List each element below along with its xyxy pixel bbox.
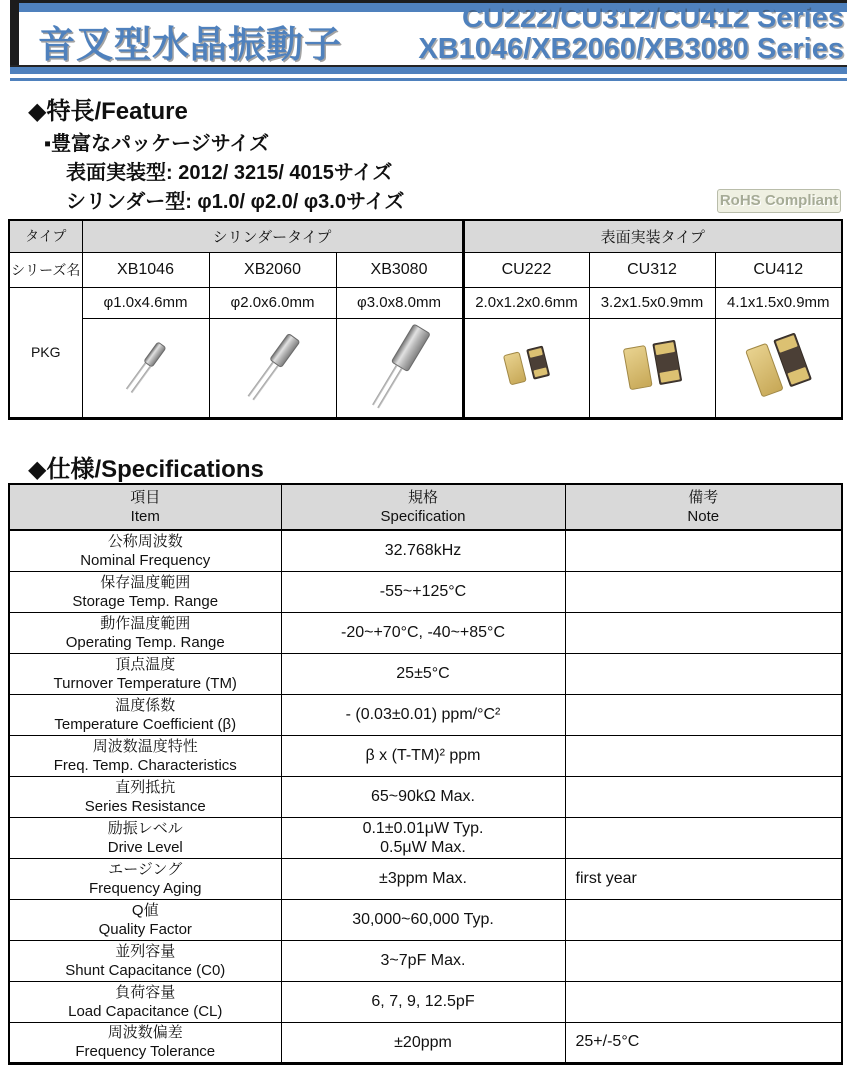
crystal-leads bbox=[372, 365, 403, 409]
spec-row bbox=[9, 776, 842, 817]
spec-item-en: Frequency Tolerance bbox=[75, 1043, 216, 1060]
smd-lid-side bbox=[503, 351, 527, 385]
spec-value-line: ±20ppm bbox=[394, 1033, 452, 1051]
page-title: 音叉型水晶振動子 bbox=[38, 24, 342, 65]
package-table-pkg-row-label: PKG bbox=[9, 287, 82, 418]
spec-value-line: 30,000~60,000 Typ. bbox=[352, 911, 494, 928]
spec-note-cell bbox=[565, 776, 842, 817]
smd-gold-pad bbox=[787, 367, 809, 384]
spec-note-cell bbox=[565, 530, 842, 571]
spec-note-cell bbox=[565, 612, 842, 653]
smd-gold-pad bbox=[654, 342, 674, 355]
spec-value-line: 32.768kHz bbox=[384, 542, 462, 560]
spec-column-header bbox=[9, 484, 281, 530]
spec-item-jp: 公称周波数 bbox=[107, 532, 183, 550]
series-name-cell: CU222 bbox=[463, 252, 589, 287]
spec-item-jp: エージング bbox=[108, 860, 183, 878]
spec-value-cell bbox=[281, 530, 565, 571]
spec-item-jp: Q値 bbox=[131, 901, 159, 919]
series-title-line-1: CU222/CU312/CU412 Series bbox=[461, 2, 844, 34]
series-title-line-2: XB1046/XB2060/XB3080 Series bbox=[418, 33, 844, 65]
spec-value-line: 3~7pF Max. bbox=[380, 952, 466, 969]
spec-value-line: -20~+70°C, -40~+85°C bbox=[340, 624, 505, 641]
rohs-compliant-badge: RoHS Compliant bbox=[717, 189, 841, 213]
smd-gold-pad bbox=[659, 370, 679, 383]
spec-item-cell bbox=[9, 981, 281, 1022]
spec-header-jp: 項目 bbox=[130, 489, 161, 506]
spec-row bbox=[9, 612, 842, 653]
spec-item-en: Operating Temp. Range bbox=[65, 633, 225, 651]
package-table bbox=[8, 219, 843, 420]
spec-item-en: Frequency Aging bbox=[88, 879, 202, 897]
package-photo-cell bbox=[82, 318, 209, 418]
spec-item-en: Shunt Capacitance (C0) bbox=[65, 961, 226, 979]
header-rule-thin bbox=[10, 78, 847, 81]
spec-value-cell bbox=[281, 694, 565, 735]
specifications-heading: ◆仕様/Specifications bbox=[28, 456, 264, 483]
crystal-lead-wire bbox=[372, 365, 397, 405]
spec-row bbox=[9, 858, 842, 899]
spec-item-en: Temperature Coefficient (β) bbox=[54, 715, 237, 733]
feature-heading: ◆特長/Feature bbox=[28, 98, 188, 125]
spec-item-en: Turnover Temperature (TM) bbox=[53, 674, 237, 692]
package-photo-cell bbox=[589, 318, 715, 418]
spec-header-en: Item bbox=[130, 508, 160, 525]
spec-note-cell: first year bbox=[565, 858, 842, 899]
spec-header-en: Note bbox=[687, 508, 720, 525]
spec-value-cell bbox=[281, 981, 565, 1022]
spec-value-line: 0.1±0.01μW Typ. bbox=[362, 819, 484, 837]
spec-item-en: Drive Level bbox=[107, 838, 183, 856]
spec-item-jp: 動作温度範囲 bbox=[100, 614, 191, 632]
spec-value-cell bbox=[281, 653, 565, 694]
package-table-series-row-label: シリーズ名 bbox=[9, 252, 82, 287]
smd-package-photo bbox=[745, 332, 812, 397]
spec-value-cell bbox=[281, 940, 565, 981]
spec-value-cell bbox=[281, 899, 565, 940]
feature-cylinder-sizes-line: シリンダー型: φ1.0/ φ2.0/ φ3.0サイズ bbox=[66, 191, 405, 213]
spec-column-header bbox=[565, 484, 842, 530]
spec-item-en: Nominal Frequency bbox=[80, 551, 211, 569]
spec-row bbox=[9, 817, 842, 858]
spec-note-cell bbox=[565, 653, 842, 694]
spec-item-en: Quality Factor bbox=[98, 920, 192, 938]
spec-value-cell bbox=[281, 817, 565, 858]
package-size-cell: 4.1x1.5x0.9mm bbox=[715, 287, 842, 318]
spec-row bbox=[9, 940, 842, 981]
smd-gold-pad bbox=[533, 367, 547, 377]
spec-item-cell bbox=[9, 817, 281, 858]
spec-note-cell bbox=[565, 817, 842, 858]
package-photo-cell bbox=[209, 318, 336, 418]
series-name-cell: XB3080 bbox=[336, 252, 463, 287]
spec-value-cell bbox=[281, 612, 565, 653]
spec-item-cell bbox=[9, 653, 281, 694]
cylinder-crystal-photo bbox=[244, 333, 300, 402]
spec-value-cell bbox=[281, 571, 565, 612]
spec-item-jp: 温度係数 bbox=[115, 696, 176, 714]
spec-value-line: 25±5°C bbox=[396, 665, 450, 682]
package-photo-cell bbox=[463, 318, 589, 418]
spec-row bbox=[9, 571, 842, 612]
spec-item-jp: 並列容量 bbox=[115, 942, 176, 960]
spec-value-cell bbox=[281, 735, 565, 776]
spec-value-cell bbox=[281, 776, 565, 817]
series-title bbox=[418, 3, 844, 65]
spec-value-line: 6, 7, 9, 12.5pF bbox=[371, 993, 475, 1010]
feature-bullet-line: ▪豊富なパッケージサイズ bbox=[44, 133, 270, 155]
package-photo-cell bbox=[715, 318, 842, 418]
spec-item-en: Load Capacitance (CL) bbox=[68, 1002, 223, 1020]
spec-row bbox=[9, 899, 842, 940]
spec-value-cell bbox=[281, 858, 565, 899]
smd-package-photo bbox=[503, 345, 550, 385]
series-name-cell: XB1046 bbox=[82, 252, 209, 287]
spec-row bbox=[9, 694, 842, 735]
package-size-cell: 3.2x1.5x0.9mm bbox=[589, 287, 715, 318]
spec-item-en: Series Resistance bbox=[84, 797, 206, 815]
header-rule-thick bbox=[10, 65, 847, 74]
spec-note-cell bbox=[565, 735, 842, 776]
spec-value-line: β x (T-TM)² ppm bbox=[365, 747, 481, 764]
crystal-lead-wire bbox=[247, 362, 273, 397]
specifications-table bbox=[8, 483, 843, 1065]
spec-item-cell bbox=[9, 571, 281, 612]
header-left-black-bar bbox=[10, 0, 19, 74]
spec-note-cell bbox=[565, 899, 842, 940]
spec-header-en: Specification bbox=[380, 508, 466, 525]
spec-item-jp: 励振レベル bbox=[107, 819, 183, 837]
spec-note-cell bbox=[565, 981, 842, 1022]
spec-item-jp: 周波数温度特性 bbox=[92, 737, 198, 755]
spec-value-line-2: 0.5μW Max. bbox=[380, 838, 466, 856]
spec-value-line: ±3ppm Max. bbox=[379, 870, 467, 887]
series-name-cell: CU312 bbox=[589, 252, 715, 287]
spec-item-jp: 直列抵抗 bbox=[115, 778, 176, 796]
spec-item-en: Freq. Temp. Characteristics bbox=[53, 756, 237, 774]
crystal-leads bbox=[247, 362, 278, 401]
spec-item-cell bbox=[9, 940, 281, 981]
smd-lid-side bbox=[622, 345, 652, 390]
smd-pad-side bbox=[526, 345, 550, 379]
smd-gold-pad bbox=[776, 335, 798, 352]
spec-item-jp: 負荷容量 bbox=[115, 983, 176, 1001]
spec-value-line: - (0.03±0.01) ppm/°C² bbox=[345, 706, 501, 723]
spec-row bbox=[9, 735, 842, 776]
package-photo-cell bbox=[336, 318, 463, 418]
smd-gold-pad bbox=[529, 347, 543, 357]
spec-row bbox=[9, 981, 842, 1022]
cylinder-crystal-photo bbox=[124, 341, 166, 394]
spec-value-line: -55~+125°C bbox=[379, 583, 467, 600]
spec-item-cell bbox=[9, 694, 281, 735]
spec-item-en: Storage Temp. Range bbox=[72, 592, 219, 610]
spec-item-cell bbox=[9, 776, 281, 817]
package-table-group-header: 表面実装タイプ bbox=[463, 220, 842, 252]
cylinder-crystal-photo bbox=[367, 323, 431, 411]
spec-value-cell bbox=[281, 1022, 565, 1063]
spec-header-jp: 規格 bbox=[407, 489, 438, 506]
package-size-cell: 2.0x1.2x0.6mm bbox=[463, 287, 589, 318]
spec-column-header bbox=[281, 484, 565, 530]
spec-item-jp: 保存温度範囲 bbox=[100, 573, 191, 591]
spec-item-cell bbox=[9, 1022, 281, 1063]
spec-item-cell bbox=[9, 612, 281, 653]
spec-note-cell bbox=[565, 940, 842, 981]
package-size-cell: φ2.0x6.0mm bbox=[209, 287, 336, 318]
feature-smt-sizes-line: 表面実装型: 2012/ 3215/ 4015サイズ bbox=[66, 162, 393, 184]
series-name-cell: XB2060 bbox=[209, 252, 336, 287]
spec-note-cell bbox=[565, 571, 842, 612]
smd-pad-side bbox=[652, 340, 682, 385]
crystal-leads bbox=[126, 362, 151, 393]
spec-row bbox=[9, 530, 842, 571]
spec-item-cell bbox=[9, 530, 281, 571]
spec-header-jp: 備考 bbox=[688, 489, 719, 506]
series-name-cell: CU412 bbox=[715, 252, 842, 287]
spec-item-cell bbox=[9, 899, 281, 940]
spec-item-cell bbox=[9, 858, 281, 899]
package-table-type-header: タイプ bbox=[9, 220, 82, 252]
package-size-cell: φ1.0x4.6mm bbox=[82, 287, 209, 318]
spec-item-jp: 頂点温度 bbox=[115, 655, 176, 673]
package-table-group-header: シリンダータイプ bbox=[82, 220, 463, 252]
spec-value-line: 65~90kΩ Max. bbox=[370, 788, 475, 805]
spec-row bbox=[9, 653, 842, 694]
smd-package-photo bbox=[622, 340, 681, 391]
spec-item-jp: 周波数偏差 bbox=[107, 1024, 183, 1041]
spec-row bbox=[9, 1022, 842, 1063]
spec-note-cell bbox=[565, 694, 842, 735]
spec-item-cell bbox=[9, 735, 281, 776]
spec-note-cell: 25+/-5°C bbox=[565, 1022, 842, 1063]
package-size-cell: φ3.0x8.0mm bbox=[336, 287, 463, 318]
